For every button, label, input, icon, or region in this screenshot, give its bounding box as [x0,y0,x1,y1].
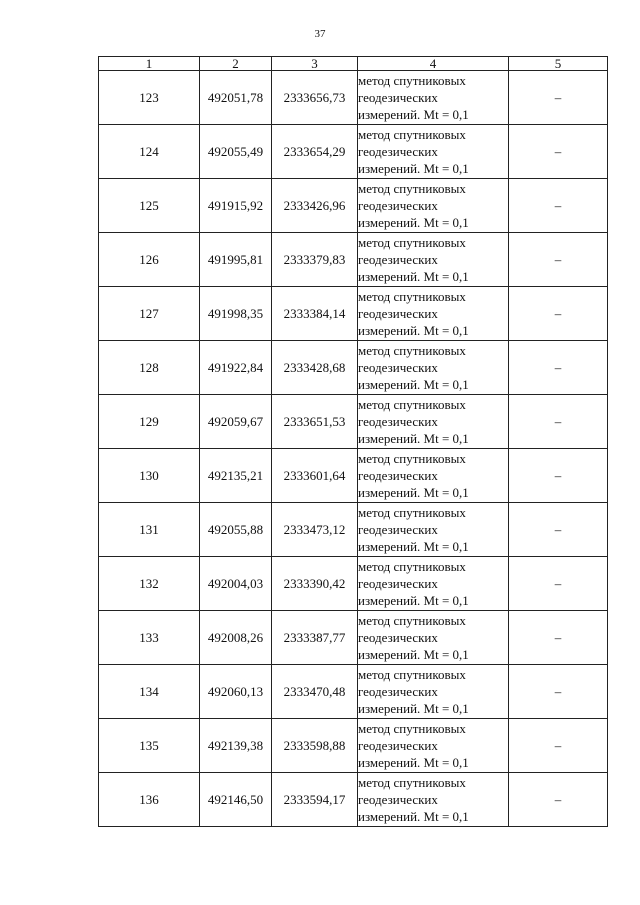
method-line: метод спутниковых [358,73,466,88]
point-number: 129 [99,395,200,449]
table-row [99,665,608,719]
point-number: 124 [99,125,200,179]
point-number: 127 [99,287,200,341]
coordinates-table [98,56,608,827]
note-dash: – [509,665,608,719]
coordinate-x: 492060,13 [200,665,272,719]
method-line: геодезических [358,738,438,753]
method-line: метод спутниковых [358,505,466,520]
point-number: 125 [99,179,200,233]
method-line: геодезических [358,360,438,375]
table-header-row [99,57,608,71]
method-description [358,341,509,395]
coordinate-y: 2333384,14 [272,287,358,341]
point-number: 132 [99,557,200,611]
method-description [358,125,509,179]
coordinate-y: 2333390,42 [272,557,358,611]
point-number: 135 [99,719,200,773]
method-line: геодезических [358,468,438,483]
coordinate-y: 2333598,88 [272,719,358,773]
method-description [358,233,509,287]
coordinate-x: 491915,92 [200,179,272,233]
method-line: метод спутниковых [358,451,466,466]
method-line: метод спутниковых [358,127,466,142]
note-dash: – [509,611,608,665]
coordinate-y: 2333387,77 [272,611,358,665]
table-row [99,719,608,773]
coordinate-x: 492055,88 [200,503,272,557]
coordinate-x: 492059,67 [200,395,272,449]
coordinate-x: 492146,50 [200,773,272,827]
coordinate-x: 492008,26 [200,611,272,665]
coordinate-x: 492055,49 [200,125,272,179]
table-row [99,71,608,125]
point-number: 126 [99,233,200,287]
method-line: измерений. Mt = 0,1 [358,269,469,284]
coordinate-x: 492135,21 [200,449,272,503]
table-row [99,233,608,287]
coordinate-x: 491998,35 [200,287,272,341]
table-row [99,395,608,449]
method-line: измерений. Mt = 0,1 [358,323,469,338]
table-row [99,125,608,179]
coordinate-x: 491995,81 [200,233,272,287]
method-line: геодезических [358,252,438,267]
table-row [99,611,608,665]
point-number: 133 [99,611,200,665]
method-line: геодезических [358,414,438,429]
coordinate-y: 2333470,48 [272,665,358,719]
point-number: 130 [99,449,200,503]
note-dash: – [509,179,608,233]
method-line: измерений. Mt = 0,1 [358,701,469,716]
method-line: измерений. Mt = 0,1 [358,539,469,554]
method-line: измерений. Mt = 0,1 [358,215,469,230]
method-line: метод спутниковых [358,775,466,790]
column-header-1: 1 [99,57,200,71]
method-line: метод спутниковых [358,181,466,196]
method-line: измерений. Mt = 0,1 [358,107,469,122]
table-row [99,179,608,233]
note-dash: – [509,125,608,179]
method-description [358,503,509,557]
method-line: измерений. Mt = 0,1 [358,161,469,176]
method-description [358,71,509,125]
method-description [358,287,509,341]
coordinate-x: 492051,78 [200,71,272,125]
coordinate-y: 2333428,68 [272,341,358,395]
method-line: геодезических [358,684,438,699]
method-description [358,719,509,773]
method-description [358,449,509,503]
table-row [99,557,608,611]
note-dash: – [509,449,608,503]
method-line: геодезических [358,792,438,807]
point-number: 131 [99,503,200,557]
method-line: метод спутниковых [358,721,466,736]
method-line: метод спутниковых [358,613,466,628]
table-row [99,449,608,503]
method-line: метод спутниковых [358,667,466,682]
coordinate-y: 2333594,17 [272,773,358,827]
column-header-5: 5 [509,57,608,71]
method-line: геодезических [358,144,438,159]
coordinate-x: 491922,84 [200,341,272,395]
method-line: измерений. Mt = 0,1 [358,377,469,392]
method-line: метод спутниковых [358,397,466,412]
note-dash: – [509,341,608,395]
table-row [99,287,608,341]
column-header-2: 2 [200,57,272,71]
note-dash: – [509,557,608,611]
method-line: метод спутниковых [358,343,466,358]
method-line: метод спутниковых [358,235,466,250]
note-dash: – [509,719,608,773]
note-dash: – [509,233,608,287]
column-header-4: 4 [358,57,509,71]
note-dash: – [509,773,608,827]
method-line: геодезических [358,522,438,537]
coordinate-y: 2333473,12 [272,503,358,557]
method-line: метод спутниковых [358,289,466,304]
point-number: 123 [99,71,200,125]
method-description [358,611,509,665]
point-number: 136 [99,773,200,827]
coordinate-y: 2333656,73 [272,71,358,125]
page-number: 37 [314,28,326,40]
method-line: геодезических [358,630,438,645]
table-body [99,71,608,827]
coordinate-y: 2333601,64 [272,449,358,503]
coordinate-y: 2333379,83 [272,233,358,287]
coordinate-y: 2333651,53 [272,395,358,449]
method-line: измерений. Mt = 0,1 [358,809,469,824]
method-description [358,179,509,233]
method-line: измерений. Mt = 0,1 [358,755,469,770]
method-line: метод спутниковых [358,559,466,574]
coordinate-y: 2333426,96 [272,179,358,233]
method-description [358,557,509,611]
table-row [99,341,608,395]
method-line: измерений. Mt = 0,1 [358,485,469,500]
note-dash: – [509,503,608,557]
point-number: 134 [99,665,200,719]
method-line: геодезических [358,90,438,105]
method-line: геодезических [358,576,438,591]
method-line: измерений. Mt = 0,1 [358,431,469,446]
coordinate-y: 2333654,29 [272,125,358,179]
method-line: измерений. Mt = 0,1 [358,593,469,608]
column-header-3: 3 [272,57,358,71]
note-dash: – [509,287,608,341]
method-description [358,773,509,827]
method-line: измерений. Mt = 0,1 [358,647,469,662]
note-dash: – [509,71,608,125]
note-dash: – [509,395,608,449]
method-description [358,395,509,449]
table-row [99,773,608,827]
method-line: геодезических [358,198,438,213]
coordinate-x: 492139,38 [200,719,272,773]
method-line: геодезических [358,306,438,321]
table-row [99,503,608,557]
point-number: 128 [99,341,200,395]
method-description [358,665,509,719]
coordinate-x: 492004,03 [200,557,272,611]
